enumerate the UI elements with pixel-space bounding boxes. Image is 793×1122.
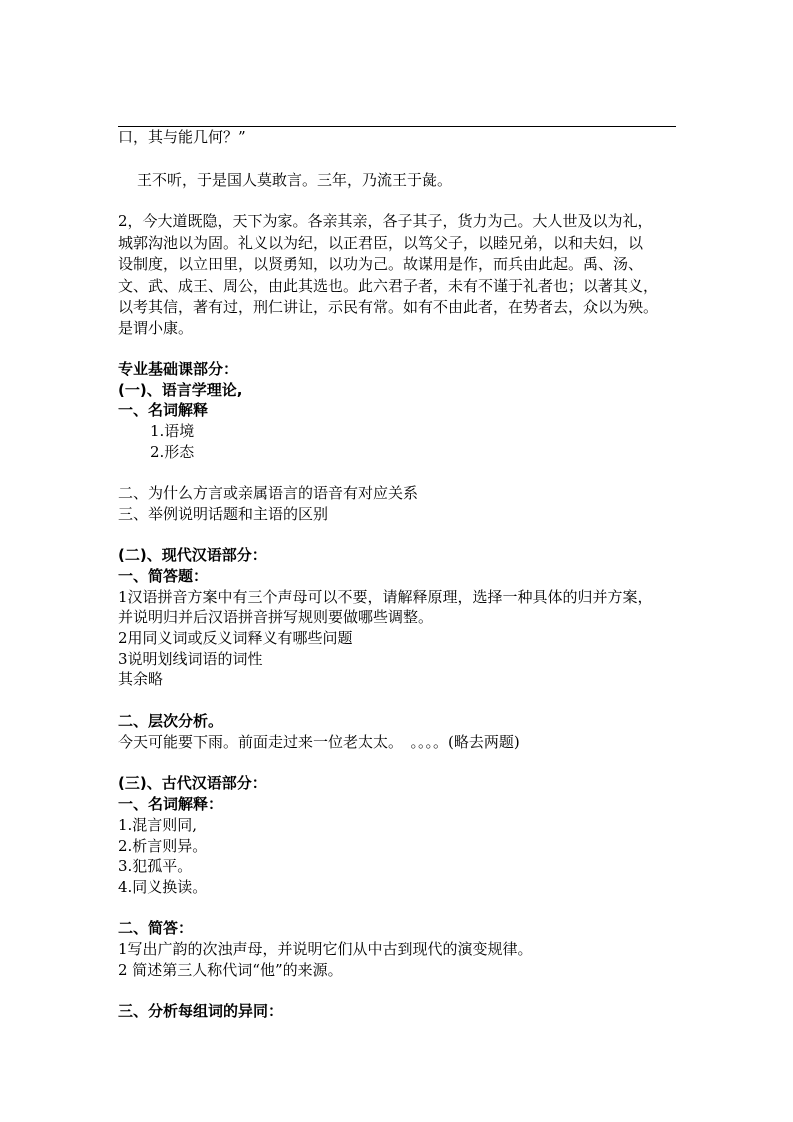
part3-q3-heading: 三、分析每组词的异同：	[118, 1002, 284, 1020]
passage2-line-1: 2，今大道既隐，天下为家。各亲其亲，各子其子，货力为己。大人世及以为礼，	[118, 212, 653, 230]
part2-q1-line-2: 并说明归并后汉语拼音拼写规则要做哪些调整。	[118, 608, 434, 626]
part1-heading: (一)、语言学理论,	[118, 381, 243, 399]
part1-q1-item-2: 2.形态	[150, 443, 195, 461]
passage2-line-2: 城郭沟池以为固。礼义以为纪，以正君臣，以笃父子，以睦兄弟，以和夫妇，以	[118, 234, 644, 252]
part2-q1-line-3: 2用同义词或反义词释义有哪些问题	[118, 629, 353, 647]
part2-q1-line-5: 其余略	[118, 670, 164, 688]
part3-q1-item-2: 2.析言则异。	[118, 837, 208, 855]
continuation-line-2: 王不听，于是国人莫敢言。三年，乃流王于彘。	[137, 171, 453, 189]
passage2-line-4: 文、武、成王、周公，由此其选也。此六君子者，未有不谨于礼者也；以著其义，	[118, 277, 659, 295]
section-title: 专业基础课部分：	[118, 360, 239, 378]
passage2-line-5: 以考其信，著有过，刑仁讲让，示民有常。如有不由此者，在势者去，众以为殃。	[118, 298, 659, 316]
part2-q2-heading: 二、层次分析。	[118, 712, 224, 730]
part3-q2-heading: 二、简答：	[118, 919, 194, 937]
part3-q1-item-4: 4.同义换读。	[118, 878, 208, 896]
part1-q1-item-1: 1.语境	[150, 422, 195, 440]
part3-q1-item-1: 1.混言则同,	[118, 816, 198, 834]
passage2-line-3: 设制度，以立田里，以贤勇知，以功为己。故谋用是作，而兵由此起。禹、汤、	[118, 255, 644, 273]
continuation-line-1: 口，其与能几何？”	[118, 128, 246, 146]
part2-heading: (二)、现代汉语部分：	[118, 546, 267, 564]
part1-q3: 三、举例说明话题和主语的区别	[118, 505, 329, 523]
part2-q1-line-4: 3说明划线词语的词性	[118, 650, 263, 668]
part3-q1-item-3: 3.犯孤平。	[118, 857, 193, 875]
part1-q2: 二、为什么方言或亲属语言的语音有对应关系	[118, 484, 419, 502]
passage2-line-6: 是谓小康。	[118, 319, 194, 337]
part3-q1-heading: 一、名词解释：	[118, 795, 224, 813]
part2-q1-heading: 一、简答题：	[118, 567, 209, 585]
part1-q1-heading: 一、名词解释	[118, 401, 209, 419]
part3-heading: (三)、古代汉语部分：	[118, 774, 267, 792]
part3-q2-line-2: 2 简述第三人称代词“他”的来源。	[118, 961, 343, 979]
part3-q2-line-1: 1写出广韵的次浊声母，并说明它们从中古到现代的演变规律。	[118, 940, 533, 958]
part2-q2-text: 今天可能要下雨。前面走过来一位老太太。 。。。。(略去两题)	[118, 733, 520, 751]
part2-q1-line-1: 1汉语拼音方案中有三个声母可以不要，请解释原理，选择一种具体的归并方案，	[118, 588, 653, 606]
